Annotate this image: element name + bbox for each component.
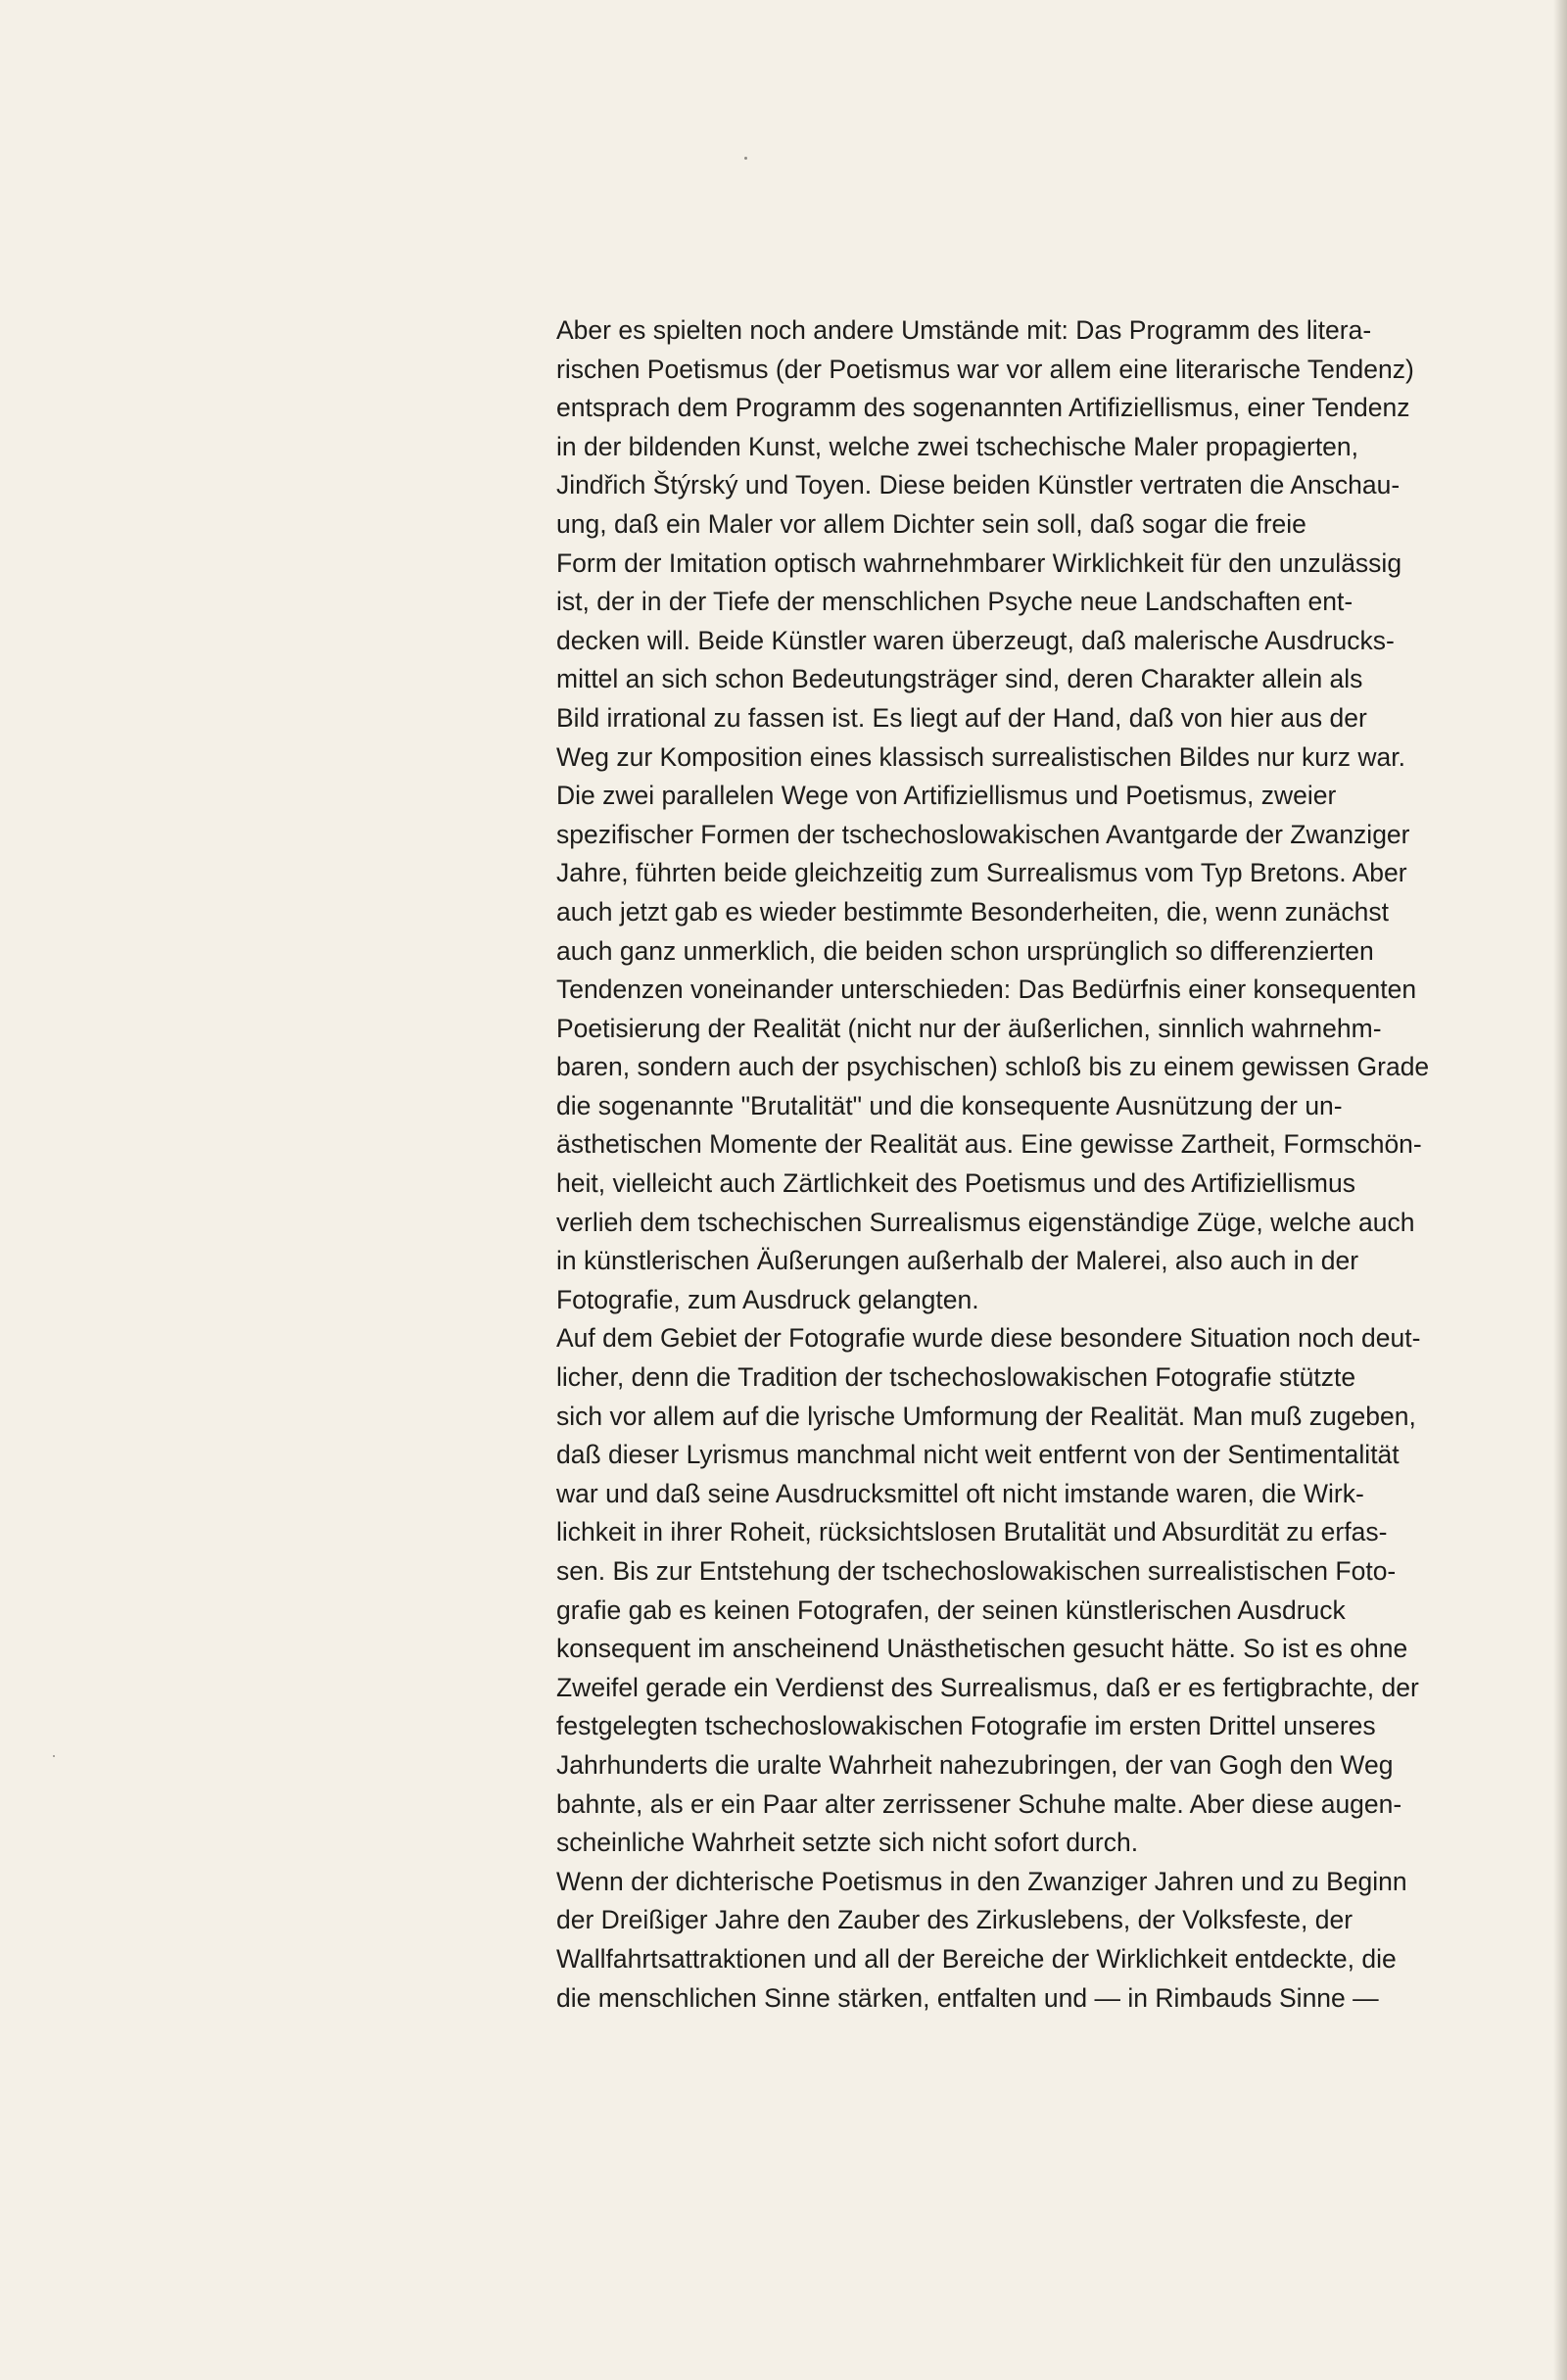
- text-line: ung, daß ein Maler vor allem Dichter sein soll, daß sogar die freie: [556, 508, 1306, 539]
- text-line: ästhetischen Momente der Realität aus. Eine gewisse Zartheit, Formschön-: [556, 1129, 1422, 1160]
- text-line: Tendenzen voneinander unterschieden: Das Bedürfnis einer konsequenten: [556, 975, 1417, 1005]
- text-line: lichkeit in ihrer Roheit, rücksichtslosen Brutalität und Absurdität zu erfas-: [556, 1517, 1388, 1547]
- text-line: Poetisierung der Realität (nicht nur der äußerlichen, sinnlich wahrnehm-: [556, 1013, 1382, 1043]
- text-line: heit, vielleicht auch Zärtlichkeit des Poetismus und des Artifiziellismus: [556, 1168, 1355, 1199]
- text-line: Die zwei parallelen Wege von Artifiziellismus und Poetismus, zweier: [556, 781, 1337, 811]
- text-line: decken will. Beide Künstler waren überzeugt, daß malerische Ausdrucks-: [556, 625, 1395, 655]
- text-line: scheinliche Wahrheit setzte sich nicht sofort durch.: [556, 1828, 1139, 1858]
- text-line: die menschlichen Sinne stärken, entfalten und — in Rimbauds Sinne —: [556, 1982, 1379, 2013]
- text-line: Wenn der dichterische Poetismus in den Zwanziger Jahren und zu Beginn: [556, 1866, 1407, 1896]
- body-text: [556, 311, 1528, 2018]
- text-line: die sogenannte "Brutalität" und die konsequente Ausnützung der un-: [556, 1090, 1343, 1120]
- text-line: Zweifel gerade ein Verdienst des Surrealismus, daß er es fertigbrachte, der: [556, 1672, 1419, 1702]
- text-line: ist, der in der Tiefe der menschlichen Psyche neue Landschaften ent-: [556, 587, 1353, 617]
- text-line: Bild irrational zu fassen ist. Es liegt auf der Hand, daß von hier aus der: [556, 702, 1367, 733]
- text-line: Form der Imitation optisch wahrnehmbarer Wirklichkeit für den unzulässig: [556, 547, 1402, 578]
- text-line: Jahre, führten beide gleichzeitig zum Surrealismus vom Typ Bretons. Aber: [556, 858, 1407, 888]
- text-line: der Dreißiger Jahre den Zauber des Zirkuslebens, der Volksfeste, der: [556, 1905, 1353, 1935]
- page-edge-shadow: [1553, 0, 1567, 2380]
- text-line: mittel an sich schon Bedeutungsträger sind, deren Charakter allein als: [556, 664, 1363, 694]
- text-line: bahnte, als er ein Paar alter zerrissener Schuhe malte. Aber diese augen-: [556, 1788, 1402, 1819]
- text-line: Wallfahrtsattraktionen und all der Bereiche der Wirklichkeit entdeckte, die: [556, 1943, 1397, 1974]
- text-line: licher, denn die Tradition der tschechoslowakischen Fotografie stützte: [556, 1362, 1356, 1393]
- text-line: verlieh dem tschechischen Surrealismus eigenständige Züge, welche auch: [556, 1207, 1415, 1237]
- text-line: sen. Bis zur Entstehung der tschechoslowakischen surrealistischen Foto-: [556, 1556, 1397, 1586]
- text-line: auch jetzt gab es wieder bestimmte Besonderheiten, die, wenn zunächst: [556, 896, 1389, 927]
- text-line: daß dieser Lyrismus manchmal nicht weit entfernt von der Sentimentalität: [556, 1440, 1400, 1470]
- text-line: Jindřich Štýrský und Toyen. Diese beiden Künstler vertraten die Anschau-: [556, 470, 1401, 500]
- text-line: entsprach dem Programm des sogenannten Artifiziellismus, einer Tendenz: [556, 393, 1410, 423]
- text-line: rischen Poetismus (der Poetismus war vor allem eine literarische Tendenz): [556, 354, 1414, 384]
- text-line: spezifischer Formen der tschechoslowakischen Avantgarde der Zwanziger: [556, 819, 1410, 849]
- text-line: festgelegten tschechoslowakischen Fotografie im ersten Drittel unseres: [556, 1711, 1376, 1741]
- paper-speck: [53, 1755, 55, 1757]
- text-line: Auf dem Gebiet der Fotografie wurde diese besondere Situation noch deut-: [556, 1323, 1421, 1354]
- text-line: baren, sondern auch der psychischen) schloß bis zu einem gewissen Grade: [556, 1052, 1430, 1082]
- text-line: in der bildenden Kunst, welche zwei tschechische Maler propagierten,: [556, 431, 1359, 461]
- text-line: sich vor allem auf die lyrische Umformung der Realität. Man muß zugeben,: [556, 1401, 1416, 1431]
- text-line: Fotografie, zum Ausdruck gelangten.: [556, 1284, 979, 1314]
- text-line: Jahrhunderts die uralte Wahrheit nahezubringen, der van Gogh den Weg: [556, 1749, 1394, 1780]
- text-line: Weg zur Komposition eines klassisch surrealistischen Bildes nur kurz war.: [556, 741, 1406, 772]
- text-line: grafie gab es keinen Fotografen, der seinen künstlerischen Ausdruck: [556, 1595, 1346, 1625]
- text-line: in künstlerischen Äußerungen außerhalb der Malerei, also auch in der: [556, 1246, 1359, 1276]
- paper-speck: [744, 157, 747, 160]
- text-line: war und daß seine Ausdrucksmittel oft nicht imstande waren, die Wirk-: [556, 1478, 1364, 1508]
- text-line: Aber es spielten noch andere Umstände mit: Das Programm des litera-: [556, 315, 1372, 345]
- text-line: konsequent im anscheinend Unästhetischen gesucht hätte. So ist es ohne: [556, 1634, 1408, 1664]
- text-line: auch ganz unmerklich, die beiden schon ursprünglich so differenzierten: [556, 935, 1374, 966]
